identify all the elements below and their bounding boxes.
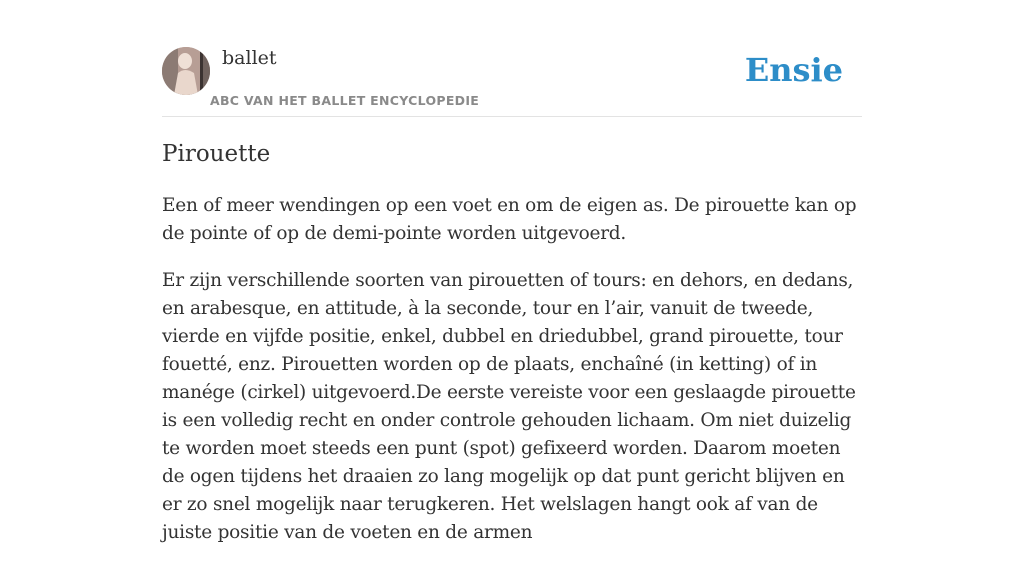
header: [162, 0, 862, 117]
dancer-photo-icon: [162, 47, 210, 95]
avatar[interactable]: [162, 47, 210, 95]
article-body: [162, 192, 862, 566]
article-paragraph: Een of meer wendingen op een voet en om de eigen as. De pirouette kan op de pointe of op de demi-pointe worden uitgevoerd.: [162, 195, 857, 244]
brand-logo[interactable]: Ensie: [744, 51, 843, 89]
author-name[interactable]: ballet: [222, 47, 277, 69]
page: [162, 0, 862, 543]
publication-name[interactable]: ABC VAN HET BALLET ENCYCLOPEDIE: [210, 93, 480, 108]
article-title: Pirouette: [162, 141, 271, 167]
article-paragraph: Er zijn verschillende soorten van pirouetten of tours: en dehors, en dedans, en arabesque, en attitude, à la seconde, tour en l’air, vanuit de tweede, vierde en vijfde positie, enkel, dubbel en driedubbel, grand pirouette, tour fouetté, enz. Pirouetten worden op de plaats, enchaîné (in ketting) of in manége (cirkel) uitgevoerd.De eerste vereiste voor een geslaagde pirouette is een volledig recht en onder controle gehouden lichaam. Om niet duizelig te worden moet steeds een punt (spot) gefixeerd worden. Daarom moeten de ogen tijdens het draaien zo lang mogelijk op dat punt gericht blijven en er zo snel mogelijk naar terugkeren. Het welslagen hangt ook af van de juiste positie van de voeten en de armen: [162, 270, 856, 543]
